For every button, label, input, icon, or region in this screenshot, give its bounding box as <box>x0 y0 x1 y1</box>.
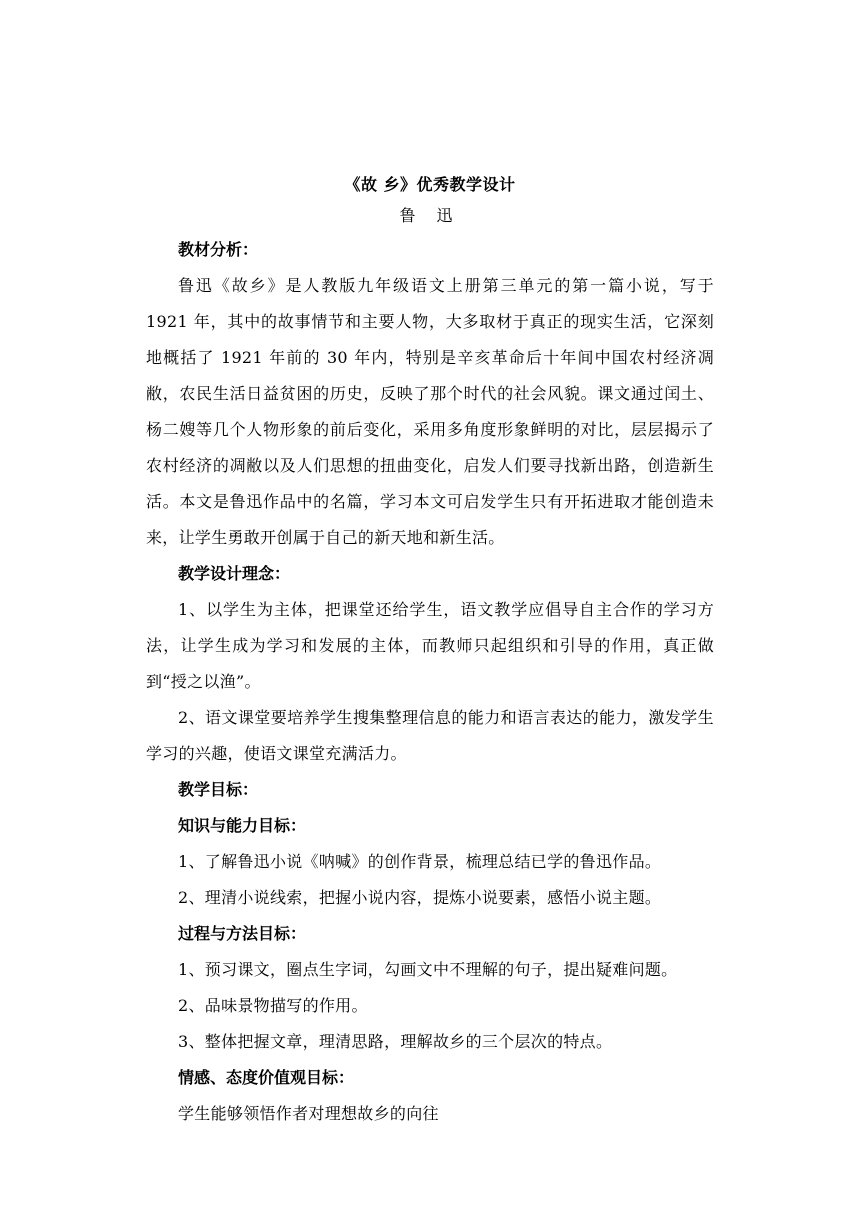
emotion-item: 学生能够领悟作者对理想故乡的向往 <box>178 1104 439 1123</box>
concept-paragraph-2: 2、语文课堂要培养学生搜集整理信息的能力和语言表达的能力，激发学生学习的兴趣，使语文课堂充满活力。 <box>146 708 714 763</box>
subheading-knowledge: 知识与能力目标： <box>178 816 307 835</box>
concept-paragraph-1: 1、以学生为主体，把课堂还给学生，语文教学应倡导自主合作的学习方法，让学生成为学习和发展的主体，而教师只起组织和引导的作用，真正做到“授之以渔”。 <box>146 600 714 691</box>
section-heading-concept: 教学设计理念： <box>178 564 291 583</box>
process-item-2: 2、品味景物描写的作用。 <box>178 996 368 1015</box>
subheading-process: 过程与方法目标： <box>178 924 307 943</box>
knowledge-item-2: 2、理清小说线索，把握小说内容，提炼小说要素，感悟小说主题。 <box>178 888 662 907</box>
section-heading-goals: 教学目标： <box>178 780 259 799</box>
document-title: 《故 乡》优秀教学设计 <box>344 175 516 194</box>
process-item-1: 1、预习课文，圈点生字词，勾画文中不理解的句子，提出疑难问题。 <box>178 960 678 979</box>
knowledge-item-1: 1、了解鲁迅小说《呐喊》的创作背景，梳理总结已学的鲁迅作品。 <box>178 852 662 871</box>
document-author: 鲁 迅 <box>399 206 461 225</box>
analysis-paragraph: 鲁迅《故乡》是人教版九年级语文上册第三单元的第一篇小说，写于 1921 年，其中的故事情节和主要人物，大多取材于真正的现实生活，它深刻地概括了 1921 年前的 30 年内，特别是辛亥革命后十年间中国农村经济凋敝，农民生活日益贫困的历史，反映了那个时代的社会风貌。课文通过闰土、杨二嫂等几个人物形象的前后变化，采用多角度形象鲜明的对比，层层揭示了农村经济的凋敝以及人们思想的扭曲变化，启发人们要寻找新出路，创造新生活。本文是鲁迅作品中的名篇，学习本文可启发学生只有开拓进取才能创造未来，让学生勇敢开创属于自己的新天地和新生活。 <box>146 276 714 547</box>
section-heading-analysis: 教材分析： <box>178 240 259 259</box>
subheading-emotion: 情感、态度价值观目标： <box>178 1068 355 1087</box>
process-item-3: 3、整体把握文章，理清思路，理解故乡的三个层次的特点。 <box>178 1032 613 1051</box>
